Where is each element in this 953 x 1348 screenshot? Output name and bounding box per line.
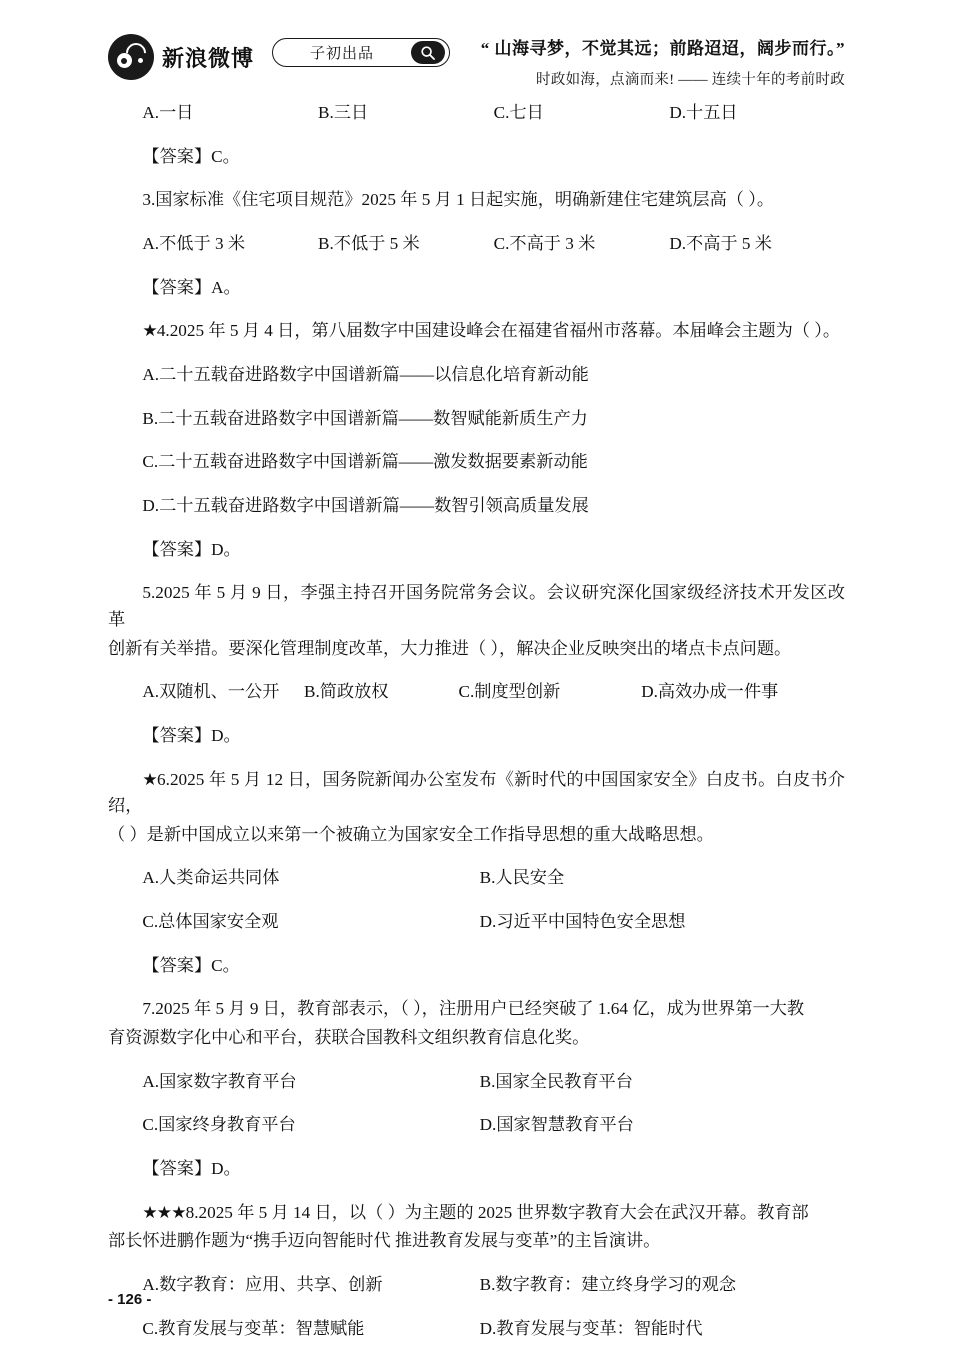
search-input[interactable]: 子初出品 [310, 45, 375, 62]
option-b: B.不低于 5 米 [318, 233, 420, 253]
option-c: C.制度型创新 [458, 682, 561, 702]
star-marker: ★ [142, 321, 157, 341]
question-4-option-a: A.二十五载奋进路数字中国谱新篇——以信息化培育新动能 [142, 364, 589, 384]
option-d: D.习近平中国特色安全思想 [479, 912, 686, 932]
option-c: C.教育发展与变革：智慧赋能 [142, 1318, 365, 1338]
option-d: D.高效办成一件事 [641, 682, 779, 702]
question-6-options-row1 [108, 865, 845, 892]
question-4-answer: 【答案】D。 [142, 539, 241, 559]
option-a: A.人类命运共同体 [142, 868, 280, 888]
question-4-option-b: B.二十五载奋进路数字中国谱新篇——数智赋能新质生产力 [142, 408, 588, 428]
weibo-logo-icon [108, 34, 154, 80]
question-8-options-row2 [108, 1316, 845, 1343]
options-row [108, 100, 845, 127]
slogan-text: “ 山海寻梦，不觉其远；前路迢迢，阔步而行。” [480, 39, 845, 58]
option-a: A.数字教育：应用、共享、创新 [142, 1275, 383, 1295]
option-d: D.不高于 5 米 [669, 233, 772, 253]
option-c: C.国家终身教育平台 [142, 1115, 296, 1135]
question-6-options-row2 [108, 909, 845, 936]
option-a: A.国家数字教育平台 [142, 1071, 297, 1091]
question-8-stem-line1 [108, 1200, 845, 1227]
question-4-text: 4.2025 年 5 月 4 日，第八届数字中国建设峰会在福建省福州市落幕。本届峰会主题为（ ）。 [156, 321, 841, 341]
star-marker: ★ [142, 769, 158, 789]
question-4-option-d: D.二十五载奋进路数字中国谱新篇——数智引领高质量发展 [142, 495, 589, 515]
question-4-stem [108, 318, 845, 345]
option-d: D.十五日 [669, 103, 738, 122]
question-6-stem-line1 [108, 767, 845, 820]
question-5-answer: 【答案】D。 [142, 725, 241, 745]
option-a: A.一日 [142, 103, 194, 122]
search-button[interactable] [411, 41, 445, 64]
page-header [108, 0, 845, 92]
option-c: C.七日 [493, 103, 544, 122]
question-3-options [108, 231, 845, 258]
page-number: - 126 - [108, 1291, 152, 1308]
option-b: B.数字教育：建立终身学习的观念 [479, 1275, 737, 1295]
question-8-stem-line2: 部长怀进鹏作题为“携手迈向智能时代 推进教育发展与变革”的主旨演讲。 [108, 1231, 661, 1251]
weibo-brand [108, 34, 254, 80]
question-7-answer: 【答案】D。 [142, 1159, 241, 1179]
option-b: B.简政放权 [303, 682, 389, 702]
question-6-answer: 【答案】C。 [142, 955, 240, 975]
question-5-stem-line2: 创新有关举措。要深化管理制度改革，大力推进（ ），解决企业反映突出的堵点卡点问题。 [108, 638, 792, 658]
option-d: D.教育发展与变革：智能时代 [479, 1318, 703, 1338]
question-7-stem-line2: 育资源数字化中心和平台，获联合国教科文组织教育信息化奖。 [108, 1028, 590, 1048]
question-6-stem-line2: （ ）是新中国成立以来第一个被确立为国家安全工作指导思想的重大战略思想。 [108, 824, 714, 844]
option-b: B.人民安全 [479, 868, 565, 888]
question-5-stem-line1: 5.2025 年 5 月 9 日，李强主持召开国务院常务会议。会议研究深化国家级经济技术开发区改革 [108, 583, 845, 629]
option-b: B.三日 [318, 103, 369, 122]
option-d: D.国家智慧教育平台 [479, 1115, 634, 1135]
question-7-stem-line1: 7.2025 年 5 月 9 日，教育部表示，（ ），注册用户已经突破了 1.64 亿，成为世界第一大教 [142, 999, 805, 1019]
search-box[interactable] [272, 38, 450, 67]
document-content [108, 100, 845, 1342]
option-b: B.国家全民教育平台 [479, 1071, 633, 1091]
brand-name: 新浪微博 [162, 45, 255, 71]
question-3-stem: 3.国家标准《住宅项目规范》2025 年 5 月 1 日起实施，明确新建住宅建筑层高（ ）。 [142, 190, 775, 210]
question-3-answer: 【答案】A。 [142, 277, 241, 297]
option-c: C.不高于 3 米 [493, 233, 596, 253]
question-6-text: 6.2025 年 5 月 12 日，国务院新闻办公室发布《新时代的中国国家安全》白皮书。白皮书介绍， [108, 769, 845, 816]
header-slogan-block [481, 30, 845, 89]
search-icon [420, 45, 436, 61]
subslogan-text: 时政如海，点滴而来! —— 连续十年的考前时政 [536, 72, 845, 88]
option-a: A.双随机、一公开 [142, 682, 280, 702]
star-marker: ★★★ [142, 1202, 186, 1222]
option-a: A.不低于 3 米 [142, 233, 246, 253]
question-8-text: 8.2025 年 5 月 14 日，以（ ）为主题的 2025 世界数字教育大会在武汉开幕。教育部 [185, 1202, 809, 1222]
question-4-option-c: C.二十五载奋进路数字中国谱新篇——激发数据要素新动能 [142, 452, 588, 472]
question-7-options-row1 [108, 1069, 845, 1096]
answer-line: 【答案】C。 [142, 146, 240, 166]
question-7-options-row2 [108, 1112, 845, 1139]
question-8-options-row1 [108, 1272, 845, 1299]
question-5-options [108, 679, 845, 706]
option-c: C.总体国家安全观 [142, 912, 279, 932]
